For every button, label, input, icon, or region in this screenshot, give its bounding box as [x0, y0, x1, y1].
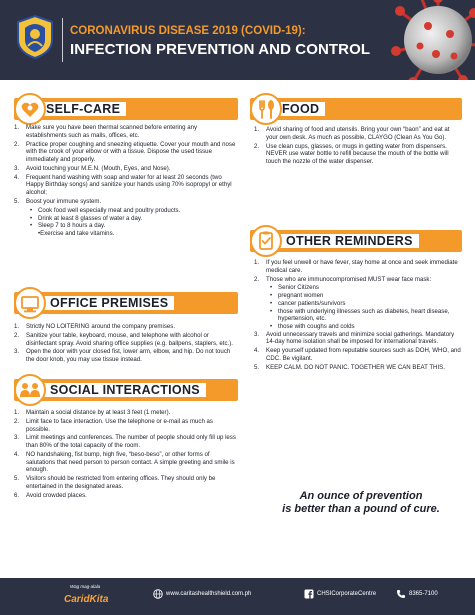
sub-item: • Cook food well especially meat and poultry products.	[14, 207, 236, 215]
sub-item: • pregnant women	[254, 292, 464, 300]
list-item: 1. Strictly NO LOITERING around the company premises.	[14, 323, 176, 330]
quote-line1: An ounce of prevention	[299, 490, 423, 502]
phone-icon	[396, 589, 406, 599]
list-item: 1. Make sure you have been thermal scanned before entering any establishments such as malls, offices, etc.	[14, 124, 198, 139]
list-item: 4. NO handshaking, fist bump, high five, “beso-beso”, or other forms of salutations that need person to person contact. A simple greeting and smile is enough.	[14, 451, 235, 474]
list-item: 2. Sanitize your table, keyboard, mouse, and telephone with alcohol or disinfectant spray. Avoid sharing office supplies (e.g. ballpens, staplers, etc.).	[14, 331, 233, 347]
office-premises-title: OFFICE PREMISES	[44, 296, 174, 310]
list-item: 4. Frequent hand washing with soap and water for at least 20 seconds (two Happy Birthday songs) and sanitize your hands using 70% isopropyl or ethyl alcohol;	[14, 173, 232, 197]
quote-line2: is better than a pound of cure.	[282, 503, 440, 515]
list-item: 3. Limit meetings and conferences. The number of people should only fill up less than 80% of the total capacity of the room.	[14, 434, 236, 450]
list-item: 5. Visitors should be restricted from entering offices. They should only be entertained in the designated areas.	[14, 475, 216, 491]
self-care-list	[14, 124, 236, 238]
list-item: 6. Avoid crowded places.	[14, 491, 87, 499]
footer-phone[interactable]: 8365-7100	[409, 591, 438, 597]
list-item: 1. If you feel unwell or have fever, stay home at once and seek immediate medical care.	[254, 259, 458, 274]
list-item: 2. Limit face to face interaction. Use the telephone or e-mail as much as possible.	[14, 417, 213, 433]
sub-item: • those with coughs and colds	[254, 323, 464, 331]
list-item: 3. Open the door with your closed fist, lower arm, elbow, and hip. Do not touch the door knob, you may use tissue instead.	[14, 348, 231, 364]
food-title: FOOD	[276, 102, 325, 116]
page-header	[0, 0, 475, 80]
other-reminders-header	[250, 230, 462, 260]
list-item: 5. Boost your immune system.	[14, 198, 102, 206]
header-title-line1: CORONAVIRUS DISEASE 2019 (COVID-19):	[70, 25, 306, 37]
list-item: 2. Practice proper coughing and sneezing etiquette. Cover your mouth and nose with the crook of your elbow or with a tissue. Dispose the used tissue immediately and properly.	[14, 140, 236, 163]
facebook-icon	[304, 589, 314, 599]
social-icon	[14, 374, 46, 406]
office-premises-list	[14, 323, 236, 365]
food-icon	[250, 93, 282, 125]
sub-item: •Exercise and take vitamins.	[38, 230, 115, 238]
list-item: 1. Maintain a social distance by at least 3 feet (1 meter).	[14, 409, 171, 416]
office-premises-header	[14, 292, 238, 322]
globe-icon	[153, 589, 163, 599]
virus-image-icon	[384, 0, 475, 80]
sub-item: • Senior Citizens	[254, 284, 464, 292]
list-item: 5. KEEP CALM. DO NOT PANIC. TOGETHER WE CAN BEAT THIS.	[254, 363, 445, 371]
food-list	[254, 126, 460, 167]
footer-website[interactable]: www.caritashealthshield.com.ph	[166, 591, 252, 597]
list-item: 3. Avoid unnecessary travels and minimize social gatherings. Mandatory 14-day home isolation shall be imposed for international travels.	[254, 330, 455, 346]
sub-item: • Drink at least 8 glasses of water a day.	[14, 215, 236, 223]
other-reminders-list	[254, 259, 464, 373]
brand-tagline: Wag mag-alala	[70, 584, 101, 589]
list-item: 4. Keep yourself updated from reputable sources such as DOH, WHO, and CDC. Be vigilant.	[254, 347, 461, 362]
sub-item: • Sleep 7 to 8 hours a day.	[14, 222, 236, 230]
social-interactions-list	[14, 409, 238, 501]
food-header	[250, 98, 462, 128]
list-item: 3. Avoid touching your M.E.N. (Mouth, Eyes, and Nose).	[14, 164, 171, 172]
reminders-icon	[250, 225, 282, 257]
social-interactions-header	[14, 379, 238, 409]
office-icon	[14, 287, 46, 319]
list-item: 2. Those who are immunocompromised MUST wear face mask:	[254, 275, 432, 283]
prevention-quote	[276, 490, 446, 516]
brand-name: CaridKita	[64, 594, 109, 605]
header-title-line2: INFECTION PREVENTION AND CONTROL	[70, 41, 371, 58]
footer-brand	[64, 584, 108, 607]
page-footer	[0, 578, 475, 615]
sub-item: • cancer patients/survivors	[254, 300, 464, 308]
other-reminders-title: OTHER REMINDERS	[280, 234, 419, 248]
self-care-title: SELF-CARE	[40, 102, 126, 116]
self-care-icon	[14, 93, 46, 125]
header-divider	[62, 18, 63, 62]
social-interactions-title: SOCIAL INTERACTIONS	[44, 383, 206, 397]
footer-facebook[interactable]: CHSICorporateCentre	[317, 591, 377, 597]
list-item: 2. Use clean cups, glasses, or mugs in getting water from dispensers. NEVER use water bottle to refill because the mouth of the bottle will touch the nozzle of the water dispenser.	[254, 142, 449, 165]
list-item: 1. Avoid sharing of food and utensils. Bring your own “baon” and eat at your own desk. As much as possible, CLAYGO (Clean As You Go).	[254, 126, 450, 141]
sub-item: • those with underlying illnesses such as diabetes, heart disease, hypertension, etc.	[254, 308, 464, 323]
logo-emblem-icon	[14, 14, 56, 60]
